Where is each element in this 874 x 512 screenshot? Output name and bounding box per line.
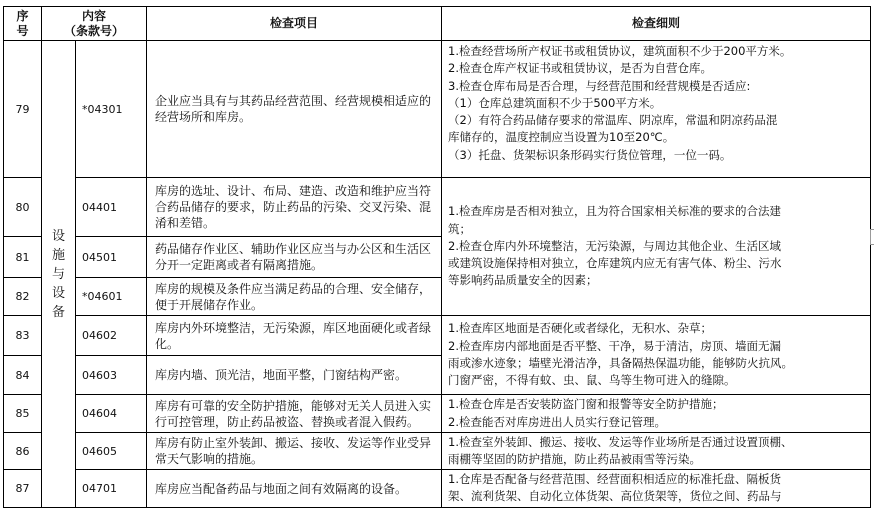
check-item: 企业应当具有与其药品经营范围、经营规模相适应的经营场所和库房。 bbox=[147, 41, 442, 178]
check-item: 药品储存作业区、辅助作业区应当与办公区和生活区分开一定距离或者有隔离措施。 bbox=[147, 237, 442, 278]
inspection-table bbox=[3, 6, 871, 508]
table-header-row bbox=[4, 7, 871, 41]
check-item: 库房的选址、设计、布局、建造、改造和维护应当符合药品储存的要求，防止药品的污染、交叉污染、混淆和差错。 bbox=[147, 178, 442, 237]
clause-code: 04603 bbox=[76, 356, 147, 395]
row-number: 86 bbox=[4, 433, 42, 470]
inspection-table-sheet bbox=[3, 6, 871, 508]
row-number: 82 bbox=[4, 278, 42, 316]
clause-code: 04604 bbox=[76, 395, 147, 433]
clause-code: *04301 bbox=[76, 41, 147, 178]
row-number: 81 bbox=[4, 237, 42, 278]
row-number: 79 bbox=[4, 41, 42, 178]
row-number: 87 bbox=[4, 470, 42, 508]
clause-code: 04401 bbox=[76, 178, 147, 237]
table-row bbox=[4, 41, 871, 178]
adjacent-cell-edge bbox=[870, 229, 874, 245]
check-item: 库房的规模及条件应当满足药品的合理、安全储存，便于开展储存作业。 bbox=[147, 278, 442, 316]
clause-code: 04605 bbox=[76, 433, 147, 470]
table-row bbox=[4, 178, 871, 237]
clause-code: 04602 bbox=[76, 316, 147, 356]
check-item: 库房内外环境整洁，无污染源，库区地面硬化或者绿化。 bbox=[147, 316, 442, 356]
header-check-detail: 检查细则 bbox=[442, 7, 871, 41]
clause-code: *04601 bbox=[76, 278, 147, 316]
check-detail: 1.检查库区地面是否硬化或者绿化，无积水、杂草； 2.检查库房内部地面是否平整、干净，易于清洁，房顶、墙面无漏 雨或渗水迹象；墙壁光滑洁净，具备隔热保温功能，能够防火抗风。 门窗严密，不得有蚊、虫、鼠、鸟等生物可进入的缝隙。 bbox=[442, 316, 871, 395]
table-row bbox=[4, 470, 871, 508]
header-check-item: 检查项目 bbox=[147, 7, 442, 41]
table-row bbox=[4, 395, 871, 433]
check-item: 库房内墙、顶光洁，地面平整，门窗结构严密。 bbox=[147, 356, 442, 395]
check-item: 库房应当配备药品与地面之间有效隔离的设备。 bbox=[147, 470, 442, 508]
check-item: 库房有防止室外装卸、搬运、接收、发运等作业受异常天气影响的措施。 bbox=[147, 433, 442, 470]
check-detail: 1.检查经营场所产权证书或租赁协议，建筑面积不少于200平方米。 2.检查仓库产权证书或租赁协议，是否为自营仓库。 3.检查仓库布局是否合理，与经营范围和经营规模是否适应: （1）仓库总建筑面积不少于500平方米。 （2）有符合药品储存要求的常温库、阴凉库，常温和阴凉药品混 库储存的，温度控制应当设置为10至20℃。 （3）托盘、货架标识条形码实行货位管理，一位一码。 bbox=[442, 41, 871, 178]
table-row bbox=[4, 433, 871, 470]
clause-code: 04501 bbox=[76, 237, 147, 278]
header-content: 内容 （条款号） bbox=[42, 7, 147, 41]
table-row bbox=[4, 316, 871, 356]
row-number: 80 bbox=[4, 178, 42, 237]
category-cell: 设 施 与 设 备 bbox=[42, 41, 76, 508]
check-detail: 1.仓库是否配备与经营范围、经营面积相适应的标准托盘、隔板货 架、流利货架、自动化立体货架、高位货架等，货位之间、药品与 bbox=[442, 470, 871, 508]
check-detail: 1.检查室外装卸、搬运、接收、发运等作业场所是否通过设置顶棚、 雨棚等坚固的防护措施，防止药品被雨雪等污染。 bbox=[442, 433, 871, 470]
header-seq: 序 号 bbox=[4, 7, 42, 41]
clause-code: 04701 bbox=[76, 470, 147, 508]
row-number: 85 bbox=[4, 395, 42, 433]
row-number: 84 bbox=[4, 356, 42, 395]
check-detail: 1.检查库房是否相对独立，且为符合国家相关标准的要求的合法建 筑； 2.检查仓库内外环境整洁，无污染源，与周边其他企业、生活区域 或建筑设施保持相对独立，仓库建筑内应无有害气体、粉尘、污水 等影响药品质量安全的因素； bbox=[442, 178, 871, 316]
check-detail: 1.检查仓库是否安装防盗门窗和报警等安全防护措施； 2.检查能否对库房进出人员实行登记管理。 bbox=[442, 395, 871, 433]
row-number: 83 bbox=[4, 316, 42, 356]
check-item: 库房有可靠的安全防护措施，能够对无关人员进入实行可控管理，防止药品被盗、替换或者混入假药。 bbox=[147, 395, 442, 433]
